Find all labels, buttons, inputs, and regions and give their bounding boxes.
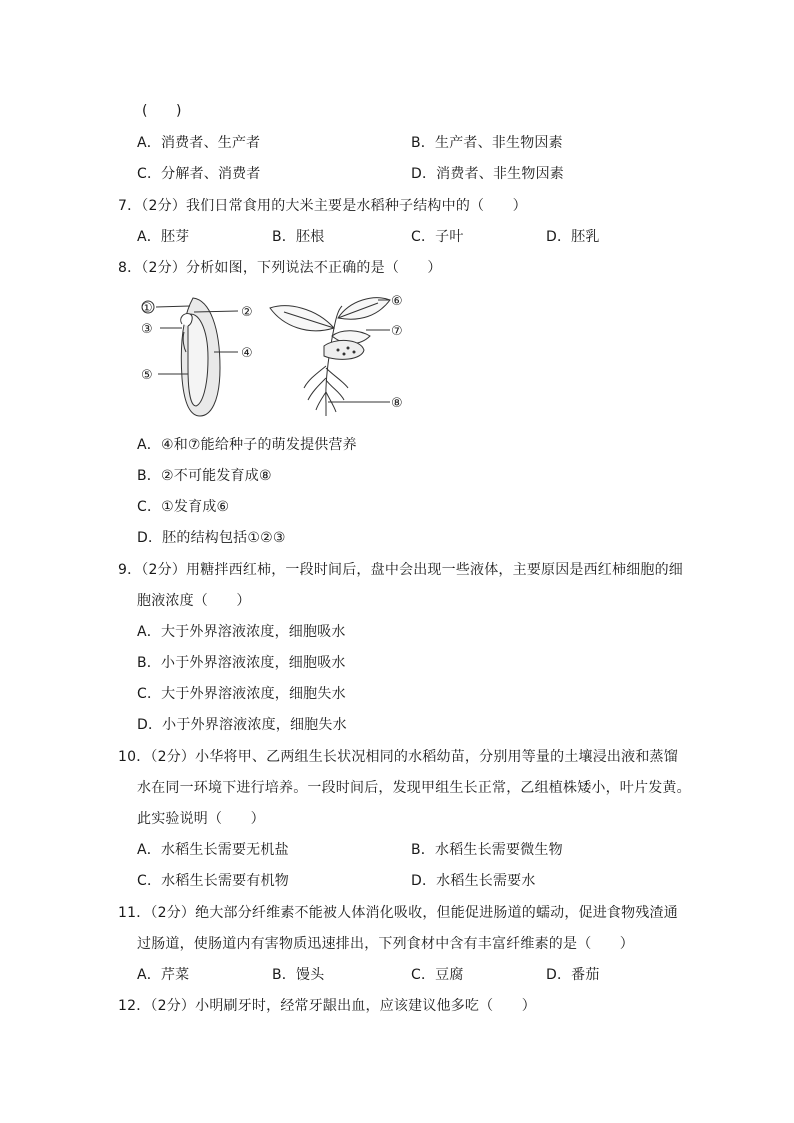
q6-option-c: C．分解者、消费者 [137, 166, 261, 182]
q10-stem-line1: 10．（2分）小华将甲、乙两组生长状况相同的水稻幼苗，分别用等量的土壤浸出液和蒸馏 [118, 749, 678, 765]
label-4: ④ [241, 346, 253, 361]
label-3: ③ [141, 322, 153, 337]
q9-option-c: C．大于外界溶液浓度，细胞失水 [137, 686, 346, 702]
q7-option-c: C．子叶 [411, 229, 464, 245]
q11-stem-line1: 11．（2分）绝大部分纤维素不能被人体消化吸收，但能促进肠道的蠕动，促进食物残渣通 [118, 905, 678, 921]
seed-seedling-diagram [138, 288, 418, 428]
seed-diagram [142, 298, 238, 416]
q12-stem: 12．（2分）小明刷牙时，经常牙龈出血，应该建议他多吃（ ） [118, 998, 536, 1014]
q11-stem-line2: 过肠道，使肠道内有害物质迅速排出，下列食材中含有丰富纤维素的是（ ） [137, 936, 634, 952]
q10-option-d: D．水稻生长需要水 [411, 873, 536, 889]
q7-option-a: A．胚芽 [137, 229, 190, 245]
q8-option-c: C．①发育成⑥ [137, 499, 230, 515]
q6-option-d: D．消费者、非生物因素 [411, 166, 564, 182]
q9-option-b: B．小于外界溶液浓度，细胞吸水 [137, 655, 346, 671]
q7-stem: 7．（2分）我们日常食用的大米主要是水稻种子结构中的（ ） [118, 198, 527, 214]
q11-option-a: A．芹菜 [137, 967, 190, 983]
label-5: ⑤ [141, 368, 153, 383]
q7-option-b: B．胚根 [272, 229, 325, 245]
q6-option-a: A．消费者、生产者 [137, 135, 261, 151]
q9-option-a: A．大于外界溶液浓度，细胞吸水 [137, 624, 346, 640]
q10-option-c: C．水稻生长需要有机物 [137, 873, 289, 889]
label-1: ① [141, 301, 153, 316]
q10-option-a: A．水稻生长需要无机盐 [137, 842, 289, 858]
q9-stem-line2: 胞液浓度（ ） [137, 593, 251, 609]
seedling-diagram [270, 298, 390, 416]
q10-option-b: B．水稻生长需要微生物 [411, 842, 563, 858]
q10-stem-line3: 此实验说明（ ） [137, 811, 265, 827]
label-7: ⑦ [391, 324, 403, 339]
q9-option-d: D．小于外界溶液浓度，细胞失水 [137, 717, 347, 733]
q8-option-b: B．②不可能发育成⑧ [137, 468, 272, 484]
q6-answer-bracket: ( ) [142, 103, 182, 119]
q10-stem-line2: 水在同一环境下进行培养。一段时间后，发现甲组生长正常，乙组植株矮小，叶片发黄。 [137, 780, 691, 796]
q11-option-c: C．豆腐 [411, 967, 464, 983]
q8-option-d: D．胚的结构包括①②③ [137, 530, 286, 546]
q8-stem: 8．（2分）分析如图，下列说法不正确的是（ ） [118, 260, 442, 276]
label-2: ② [241, 305, 253, 320]
q8-option-a: A．④和⑦能给种子的萌发提供营养 [137, 437, 357, 453]
q11-option-b: B．馒头 [272, 967, 325, 983]
q11-option-d: D．番茄 [546, 967, 600, 983]
q7-option-d: D．胚乳 [546, 229, 600, 245]
label-8: ⑧ [391, 396, 403, 411]
label-6: ⑥ [391, 294, 403, 309]
q6-option-b: B．生产者、非生物因素 [411, 135, 563, 151]
q9-stem-line1: 9．（2分）用糖拌西红柿，一段时间后，盘中会出现一些液体，主要原因是西红柿细胞的细 [118, 562, 684, 578]
seed-seedling-figure [138, 288, 418, 428]
